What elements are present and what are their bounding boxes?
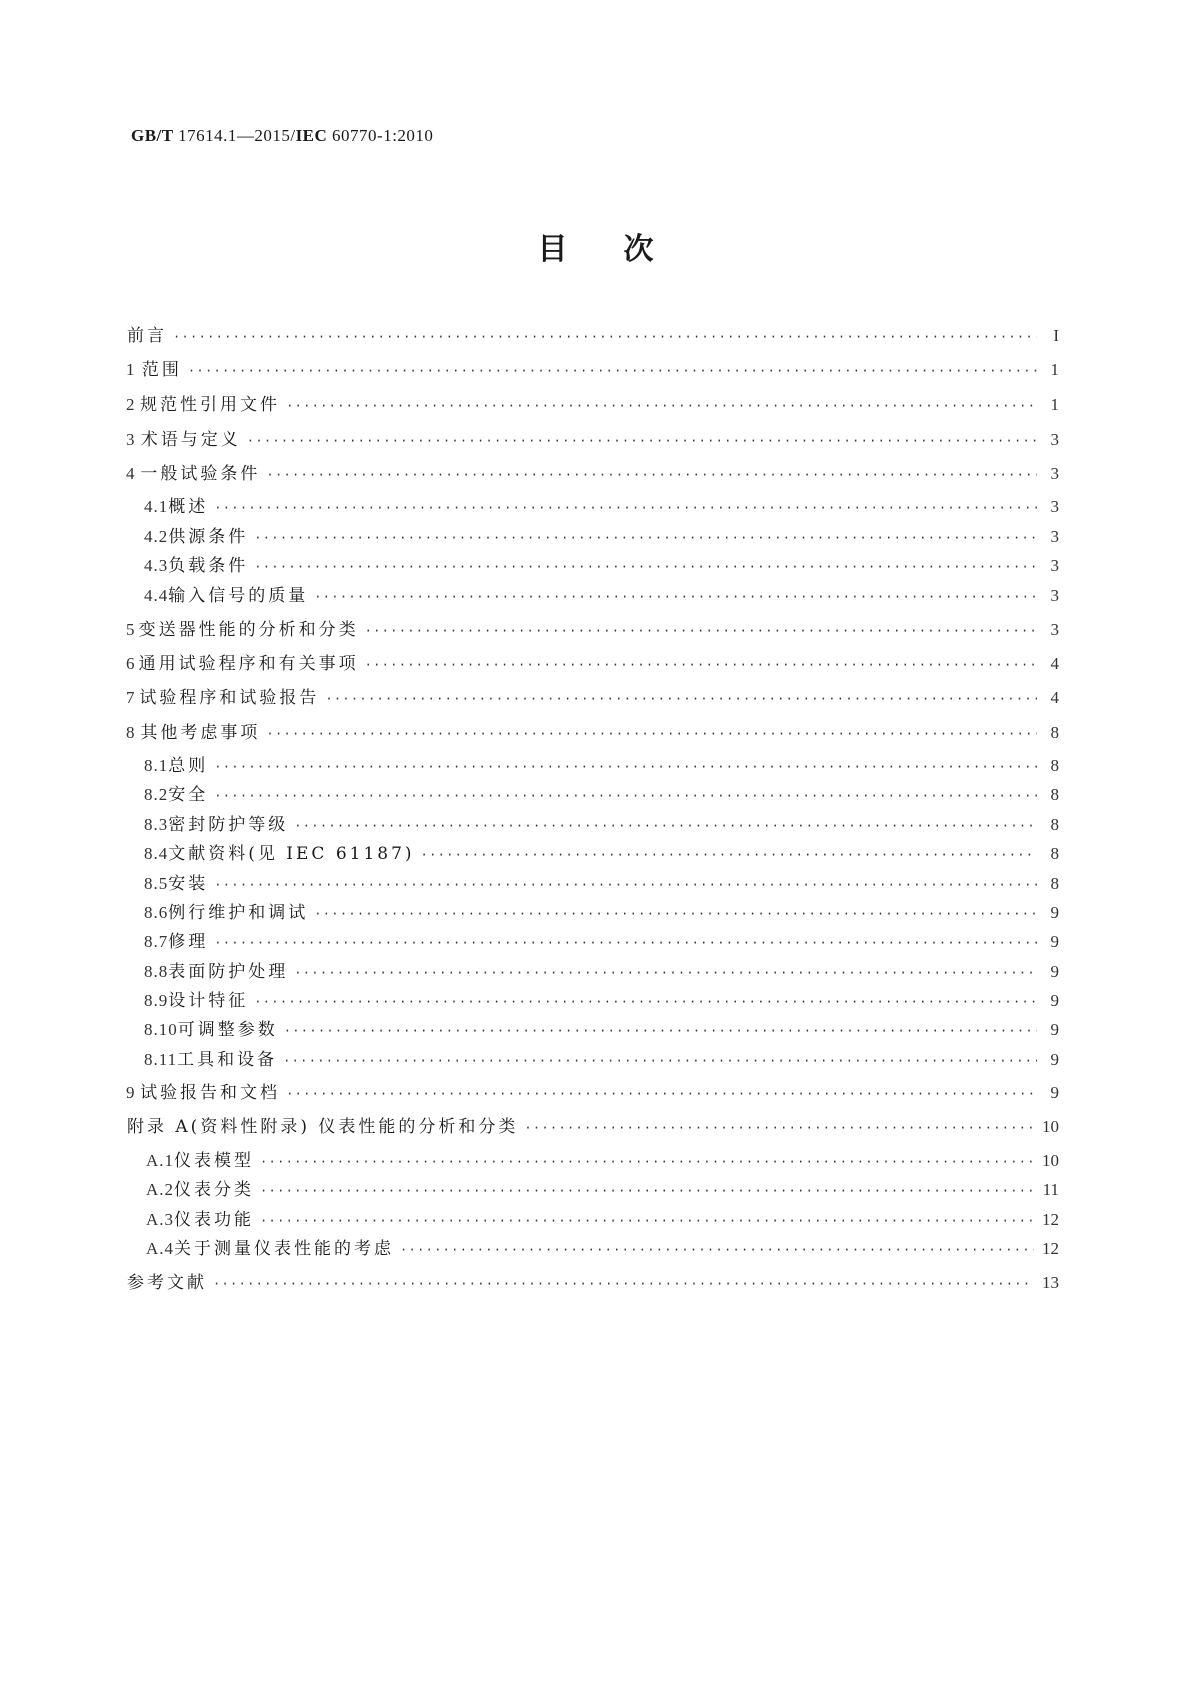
toc-leader-dots [260,1180,1035,1202]
toc-entry-page: 9 [1050,962,1059,981]
toc-entry-number: 8.8 [144,962,169,981]
toc-leader-dots [266,464,1037,486]
toc-leader-dots [400,1239,1034,1261]
toc-leader-dots [286,1083,1037,1105]
toc-entry-number: 8 [126,723,136,742]
toc-leader-dots [365,620,1037,642]
toc-entry-page: 10 [1042,1117,1059,1136]
toc-entry-page: 1 [1050,360,1059,379]
toc-entry[interactable] [126,619,1059,641]
toc-entry[interactable] [126,359,1059,381]
toc-entry-page: 9 [1050,1050,1059,1069]
toc-entry[interactable] [126,653,1059,675]
toc-entry-page: 1 [1050,395,1059,414]
toc-entry-number: 6 [126,654,136,673]
toc-entry-title: 工具和设备 [177,1050,278,1070]
toc-entry-page: 9 [1050,1020,1059,1039]
toc-leader-dots [524,1117,1034,1139]
toc-entry-number: 8.1 [144,756,169,775]
toc-entry[interactable] [144,496,1059,518]
toc-leader-dots [260,1151,1034,1173]
toc-entry-page: 8 [1050,874,1059,893]
toc-entry[interactable] [146,1179,1059,1201]
toc-entry-title: 仪表模型 [174,1151,255,1171]
toc-entry-page: 8 [1050,815,1059,834]
toc-entry-title: 试验报告和文档 [140,1083,281,1103]
standard-code: GB/T [131,126,174,145]
toc-entry-title: 供源条件 [168,527,249,547]
toc-entry-number: 1 [126,360,136,379]
toc-entry-page: 9 [1050,991,1059,1010]
toc-entry-title: 输入信号的质量 [168,586,309,606]
toc-leader-dots [254,556,1037,578]
toc-entry-number: 9 [126,1083,136,1102]
toc-entry[interactable] [126,722,1059,744]
toc-entry[interactable] [144,1019,1059,1041]
toc-entry-page: 11 [1042,1180,1059,1199]
toc-entry-number: 7 [126,688,136,707]
toc-entry-title: 负载条件 [168,556,249,576]
toc-entry-number: A.3 [146,1210,175,1229]
toc-leader-dots [214,785,1037,807]
toc-entry[interactable] [144,784,1059,806]
toc-entry-title: 术语与定义 [140,430,241,450]
page-title: 目次 [537,232,710,267]
toc-entry-title: 仪表功能 [174,1210,255,1230]
toc-entry-number: 5 [126,620,136,639]
toc-entry-page: 3 [1050,556,1059,575]
toc-entry-page: 10 [1042,1151,1059,1170]
toc-leader-dots [214,874,1037,896]
toc-entry[interactable] [126,394,1059,416]
toc-entry[interactable] [144,931,1059,953]
toc-entry[interactable] [146,1238,1059,1260]
toc-entry-number: 8.3 [144,815,169,834]
toc-leader-dots [283,1050,1037,1072]
toc-entry[interactable] [144,755,1059,777]
toc-entry-title: 安装 [168,874,209,894]
toc-entry-title: 修理 [168,932,209,952]
toc-leader-dots [284,1020,1037,1042]
toc-entry-title: 仪表分类 [174,1180,255,1200]
toc-entry-number: A.4 [146,1239,175,1258]
toc-entry[interactable] [144,555,1059,577]
toc-entry-title: 设计特征 [168,991,249,1011]
toc-entry-number: 4 [126,464,136,483]
toc-entry[interactable] [144,961,1059,983]
toc-entry-page: 3 [1050,586,1059,605]
toc-entry-number: A.2 [146,1180,175,1199]
toc-entry-title: 密封防护等级 [168,815,289,835]
toc-leader-dots [247,430,1037,452]
toc-entry-page: 4 [1050,654,1059,673]
toc-entry-number: A.1 [146,1151,175,1170]
toc-entry[interactable] [144,990,1059,1012]
toc-entry[interactable] [144,873,1059,895]
toc-entry-number: 8.9 [144,991,169,1010]
toc-entry-number: 4.4 [144,586,169,605]
iec-number: 60770-1:2010 [332,126,434,145]
toc-leader-dots [173,326,1037,348]
toc-entry-number: 8.2 [144,785,169,804]
toc-leader-dots [421,844,1037,866]
toc-entry-title: 一般试验条件 [140,464,261,484]
toc-entry-title: 总则 [168,756,209,776]
toc-entry-page: 12 [1042,1239,1059,1258]
toc-entry[interactable] [126,463,1059,485]
toc-entry-number: 8.10 [144,1020,178,1039]
toc-entry-number: 4.1 [144,497,169,516]
toc-leader-dots [365,654,1037,676]
toc-entry-page: 3 [1050,527,1059,546]
toc-leader-dots [294,962,1037,984]
toc-entry[interactable] [144,902,1059,924]
toc-entry[interactable] [144,843,1059,865]
toc-leader-dots [254,991,1037,1013]
toc-entry-title: 范围 [141,360,182,380]
toc-entry-number: 4.2 [144,527,169,546]
toc-leader-dots [188,360,1037,382]
toc-entry-number: 4.3 [144,556,169,575]
toc-entry-page: I [1053,326,1059,345]
toc-entry-page: 8 [1050,723,1059,742]
toc-leader-dots [314,903,1037,925]
toc-entry-page: 12 [1042,1210,1059,1229]
toc-entry-number: 8.11 [144,1050,178,1069]
toc-entry[interactable] [127,1272,1059,1294]
toc-entry[interactable] [144,1049,1059,1071]
iec-code: IEC [295,126,328,145]
toc-leader-dots [286,395,1037,417]
toc-entry[interactable] [144,526,1059,548]
toc-leader-dots [214,932,1037,954]
toc-entry-title: 试验程序和试验报告 [139,688,320,708]
toc-entry[interactable] [146,1209,1059,1231]
toc-entry-page: 3 [1050,620,1059,639]
toc-entry-page: 3 [1050,430,1059,449]
toc-leader-dots [254,527,1037,549]
toc-entry[interactable] [144,585,1059,607]
toc-entry-title: 参考文献 [127,1273,207,1293]
toc-entry-title: 规范性引用文件 [140,395,281,415]
toc-entry-title: 安全 [168,785,209,805]
toc-entry[interactable] [127,325,1059,347]
toc-entry-page: 4 [1050,688,1059,707]
toc-entry[interactable] [144,814,1059,836]
toc-leader-dots [213,1273,1034,1295]
toc-entry-number: 3 [126,430,136,449]
toc-entry-number: 8.4 [144,844,169,863]
toc-entry-title: 例行维护和调试 [168,903,309,923]
toc-entry[interactable] [127,1116,1059,1138]
toc-entry-page: 3 [1050,464,1059,483]
toc-leader-dots [294,815,1037,837]
standard-number: 17614.1—2015/ [178,126,296,145]
toc-leader-dots [214,497,1037,519]
document-header [131,126,433,146]
toc-entry-page: 13 [1042,1273,1059,1292]
toc-entry-number: 2 [126,395,136,414]
toc-entry-number: 8.7 [144,932,169,951]
toc-entry[interactable] [146,1150,1059,1172]
toc-entry-title: 可调整参数 [177,1020,278,1040]
toc-entry-page: 9 [1050,1083,1059,1102]
toc-entry-title: 通用试验程序和有关事项 [138,654,359,674]
toc-entry-page: 8 [1050,844,1059,863]
toc-entry-page: 8 [1050,756,1059,775]
toc-entry-title: 概述 [168,497,209,517]
toc-leader-dots [325,688,1037,710]
toc-leader-dots [214,756,1037,778]
toc-entry-page: 9 [1050,903,1059,922]
toc-entry-title: 表面防护处理 [168,962,289,982]
toc-entry-title: 变送器性能的分析和分类 [138,620,359,640]
toc-entry-title: 文献资料(见 IEC 61187) [168,844,415,864]
toc-entry-number: 8.6 [144,903,169,922]
toc-entry-page: 8 [1050,785,1059,804]
toc-leader-dots [314,586,1037,608]
toc-leader-dots [266,723,1037,745]
toc-entry-page: 3 [1050,497,1059,516]
toc-entry-title: 关于测量仪表性能的考虑 [174,1239,395,1259]
toc-entry[interactable] [126,1082,1059,1104]
toc-entry[interactable] [126,429,1059,451]
toc-entry-number: 8.5 [144,874,169,893]
toc-leader-dots [260,1210,1034,1232]
toc-entry-title: 附录 A(资料性附录) 仪表性能的分析和分类 [127,1117,519,1137]
toc-entry-title: 前言 [127,326,167,346]
toc-entry-page: 9 [1050,932,1059,951]
toc-entry-title: 其他考虑事项 [140,723,261,743]
toc-entry[interactable] [126,687,1059,709]
